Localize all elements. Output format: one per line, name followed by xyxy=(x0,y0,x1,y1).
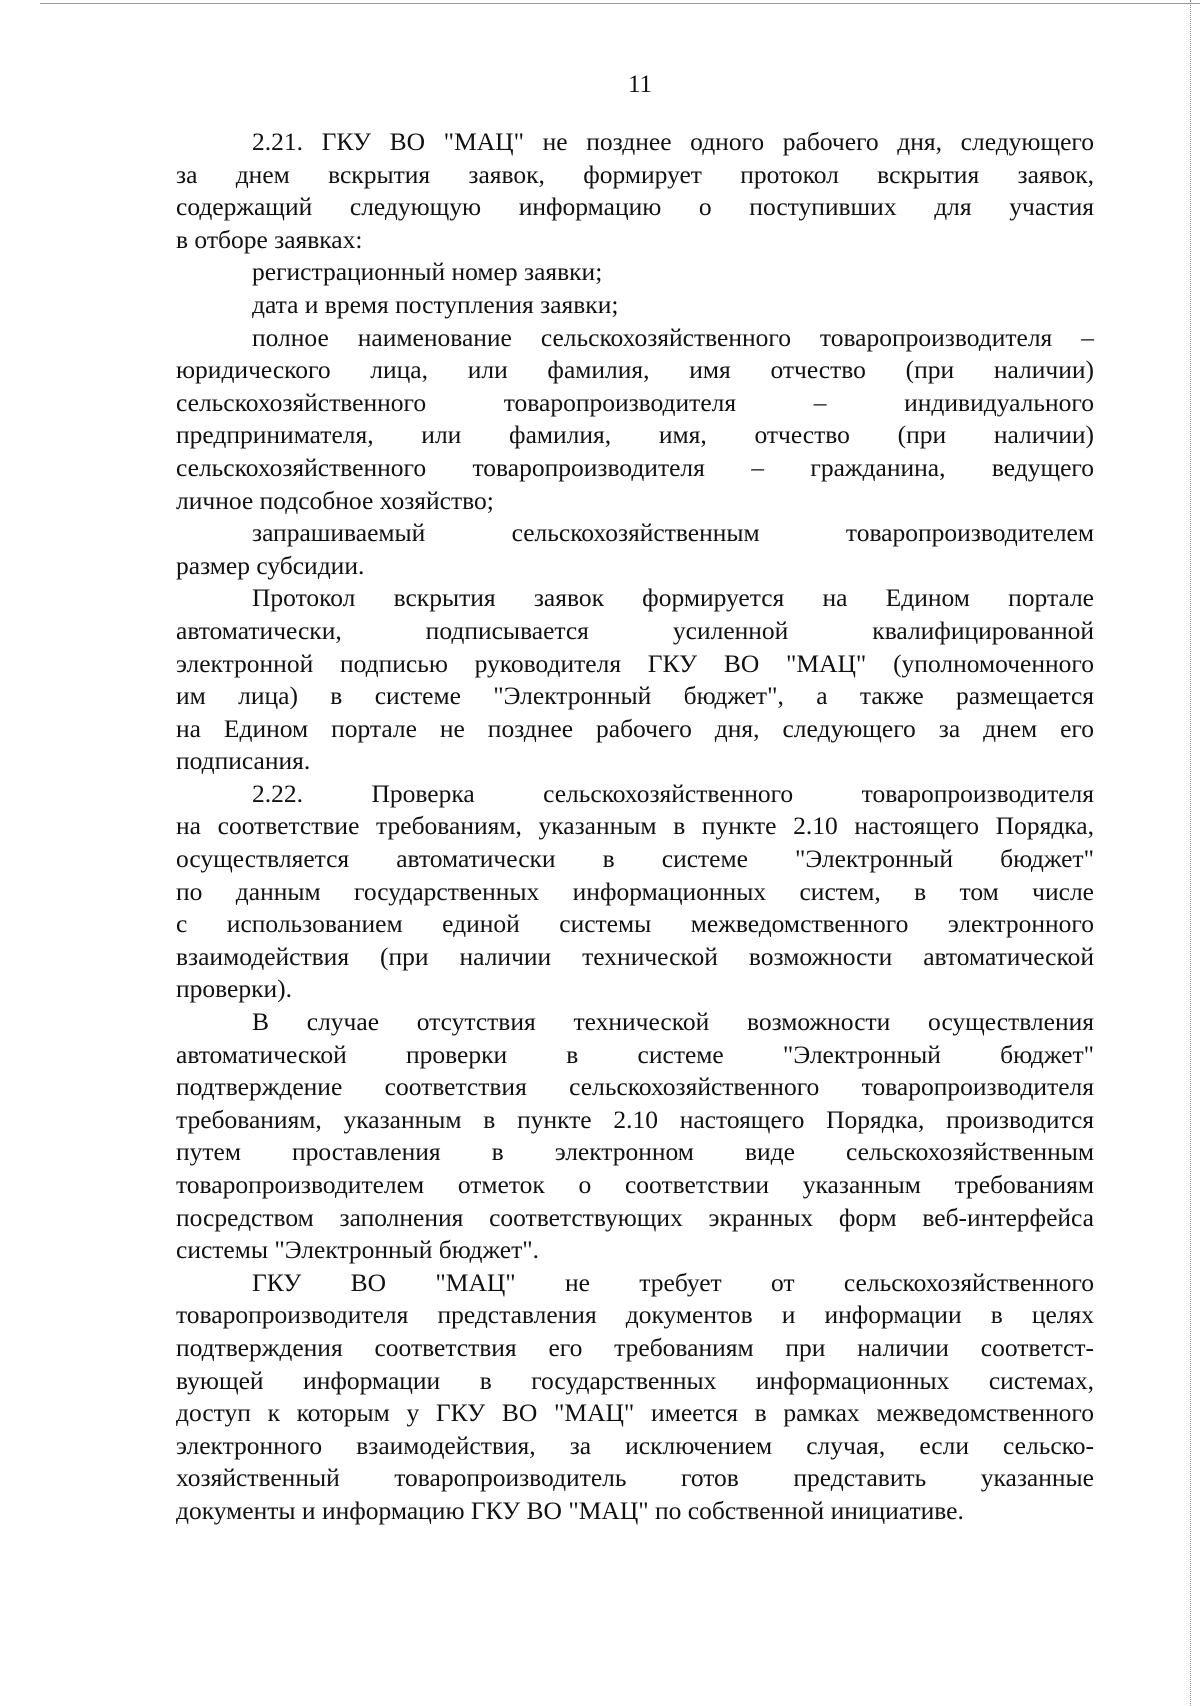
text-line: содержащий следующую информацию о поступивших для участия xyxy=(176,192,1094,222)
text-line: посредством заполнения соответствующих экранных форм веб-интерфейса xyxy=(176,1202,1094,1232)
text-line: товаропроизводителем отметок о соответствии указанным требованиям xyxy=(176,1170,1094,1199)
text-line: на Едином портале не позднее рабочего дня, следующего за днем его xyxy=(176,713,1094,743)
text-line: с использованием единой системы межведомственного электронного xyxy=(176,909,1094,939)
text-line: взаимодействия (при наличии технической возможности автоматической xyxy=(176,941,1094,971)
text-line: подтверждения соответствия его требованиям при наличии соответст- xyxy=(176,1332,1094,1362)
text-line: юридического лица, или фамилия, имя отчество (при наличии) xyxy=(176,355,1094,385)
text-line: хозяйственный товаропроизводитель готов представить указанные xyxy=(176,1463,1094,1493)
text-line: размер субсидии. xyxy=(176,550,365,580)
text-line: ГКУ ВО "МАЦ" не требует от сельскохозяйственного xyxy=(252,1267,1094,1297)
text-line: сельскохозяйственного товаропроизводителя – индивидуального xyxy=(176,387,1094,417)
text-line: требованиям, указанным в пункте 2.10 настоящего Порядка, производится xyxy=(176,1104,1094,1134)
text-line: электронного взаимодействия, за исключением случая, если сельско- xyxy=(176,1430,1094,1460)
text-line: регистрационный номер заявки; xyxy=(252,257,603,287)
text-line: автоматической проверки в системе "Электронный бюджет" xyxy=(176,1039,1094,1069)
text-line: им лица) в системе "Электронный бюджет", а также размещается xyxy=(176,681,1094,711)
text-line: запрашиваемый сельскохозяйственным товаропроизводителем xyxy=(252,518,1094,548)
text-line: подписания. xyxy=(176,746,311,776)
text-line: товаропроизводителя представления документов и информации в целях xyxy=(176,1300,1094,1330)
paragraph xyxy=(176,289,1094,322)
text-line: Протокол вскрытия заявок формируется на Едином портале xyxy=(252,583,1094,613)
text-line: подтверждение соответствия сельскохозяйственного товаропроизводителя xyxy=(176,1072,1094,1102)
text-line: за днем вскрытия заявок, формирует протокол вскрытия заявок, xyxy=(176,159,1094,189)
paragraph xyxy=(176,778,1094,1006)
paragraph xyxy=(176,1267,1094,1528)
text-line: В случае отсутствия технической возможности осуществления xyxy=(252,1007,1094,1037)
text-line: доступ к которым у ГКУ ВО "МАЦ" имеется в рамках межведомственного xyxy=(176,1398,1094,1428)
text-line: в отборе заявках: xyxy=(176,224,363,254)
text-line: электронной подписью руководителя ГКУ ВО "МАЦ" (уполномоченного xyxy=(176,648,1094,678)
text-line: автоматически, подписывается усиленной квалифицированной xyxy=(176,615,1094,645)
text-line: личное подсобное хозяйство; xyxy=(176,485,494,515)
paragraph xyxy=(176,517,1094,582)
text-line: 2.21. ГКУ ВО "МАЦ" не позднее одного рабочего дня, следующего xyxy=(252,127,1094,156)
document-body xyxy=(176,126,1094,1528)
text-line: по данным государственных информационных систем, в том числе xyxy=(176,876,1094,906)
paragraph xyxy=(176,322,1094,518)
paragraph xyxy=(176,256,1094,289)
text-line: документы и информацию ГКУ ВО "МАЦ" по собственной инициативе. xyxy=(176,1495,964,1525)
scan-edge-top xyxy=(40,3,1200,4)
text-line: на соответствие требованиям, указанным в пункте 2.10 настоящего Порядка, xyxy=(176,811,1094,841)
text-line: системы "Электронный бюджет". xyxy=(176,1235,540,1265)
paragraph xyxy=(176,126,1094,256)
text-line: путем проставления в электронном виде сельскохозяйственным xyxy=(176,1137,1094,1167)
text-line: проверки). xyxy=(176,974,293,1004)
text-line: сельскохозяйственного товаропроизводителя – гражданина, ведущего xyxy=(176,452,1094,482)
text-line: дата и время поступления заявки; xyxy=(252,289,619,319)
paragraph xyxy=(176,582,1094,778)
paragraph xyxy=(176,1006,1094,1267)
text-line: осуществляется автоматически в системе "Электронный бюджет" xyxy=(176,844,1094,874)
text-line: предпринимателя, или фамилия, имя, отчество (при наличии) xyxy=(176,420,1094,450)
scan-edge-right xyxy=(1190,0,1191,1706)
text-line: вующей информации в государственных информационных системах, xyxy=(176,1365,1094,1395)
text-line: полное наименование сельскохозяйственного товаропроизводителя – xyxy=(252,322,1094,352)
text-line: 2.22. Проверка сельскохозяйственного товаропроизводителя xyxy=(252,778,1094,808)
page-number: 11 xyxy=(627,71,653,98)
